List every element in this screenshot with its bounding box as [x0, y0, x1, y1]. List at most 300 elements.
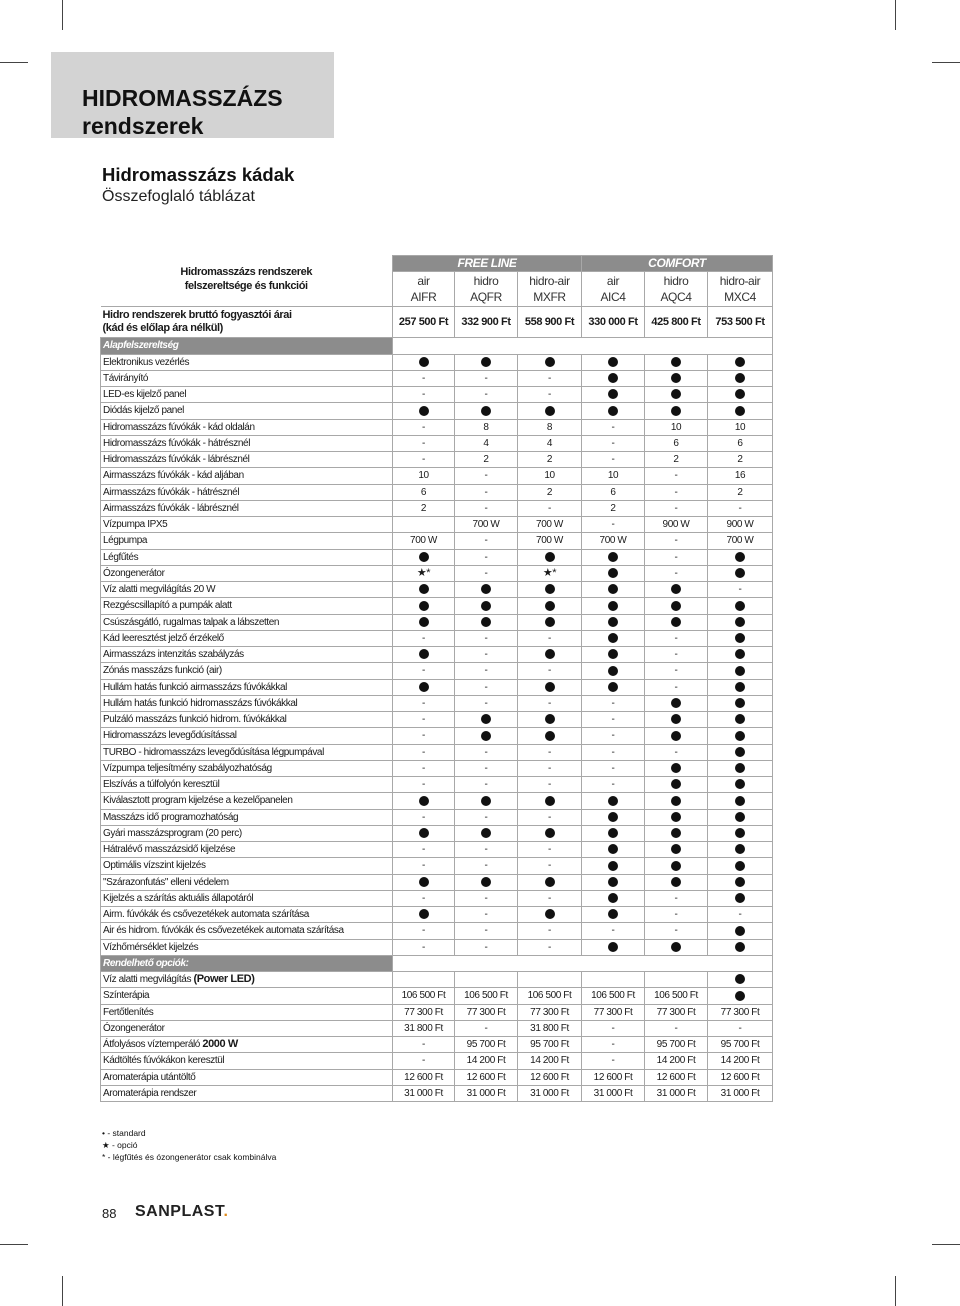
standard-dot-icon [735, 844, 745, 854]
table-row [101, 533, 773, 549]
standard-dot-icon [735, 731, 745, 741]
standard-dot-icon [735, 828, 745, 838]
table-cell: - [455, 939, 518, 955]
row-label: Optimális vízszint kijelzés [101, 858, 393, 874]
table-cell [393, 517, 455, 533]
option-row [101, 1037, 773, 1053]
table-cell: 700 W [518, 533, 582, 549]
standard-dot-icon [608, 357, 618, 367]
table-cell [708, 549, 773, 565]
standard-dot-icon [671, 373, 681, 383]
table-cell: 12 600 Ft [708, 1069, 773, 1085]
standard-dot-icon [735, 893, 745, 903]
table-cell: 900 W [708, 517, 773, 533]
table-cell [708, 825, 773, 841]
table-cell: 77 300 Ft [518, 1004, 582, 1020]
row-label: Airmasszázs fúvókák - lábrésznél [101, 500, 393, 516]
standard-dot-icon [671, 796, 681, 806]
table-cell [455, 728, 518, 744]
crop-mark [932, 1244, 960, 1245]
section-options-row [101, 955, 773, 971]
table-cell [708, 598, 773, 614]
table-cell: 77 300 Ft [708, 1004, 773, 1020]
standard-dot-icon [419, 877, 429, 887]
table-cell [708, 777, 773, 793]
standard-dot-icon [671, 389, 681, 399]
chapter-title: HIDROMASSZÁZS rendszerek [82, 85, 283, 139]
table-cell [708, 354, 773, 370]
standard-dot-icon [608, 649, 618, 659]
table-cell: 77 300 Ft [645, 1004, 708, 1020]
table-cell: - [455, 923, 518, 939]
standard-dot-icon [608, 682, 618, 692]
table-cell: 31 000 Ft [645, 1085, 708, 1101]
model-type: air [417, 274, 430, 289]
row-label: Vízpumpa teljesítmény szabályozhatóság [101, 760, 393, 776]
table-cell [645, 403, 708, 419]
table-cell: - [582, 517, 645, 533]
table-cell: - [455, 468, 518, 484]
table-cell: 12 600 Ft [518, 1069, 582, 1085]
table-row [101, 728, 773, 744]
option-row [101, 972, 773, 988]
row-label: Vízhőmérséklet kijelzés [101, 939, 393, 955]
table-row [101, 452, 773, 468]
table-cell [645, 777, 708, 793]
table-cell: - [645, 923, 708, 939]
legend-option: ★ - opció [102, 1140, 138, 1150]
standard-dot-icon [671, 812, 681, 822]
standard-dot-icon [608, 633, 618, 643]
standard-dot-icon [608, 552, 618, 562]
table-cell: - [518, 744, 582, 760]
table-cell: - [645, 1020, 708, 1036]
option-star-icon: ★* [416, 566, 431, 579]
standard-dot-icon [545, 617, 555, 627]
table-cell: - [708, 1020, 773, 1036]
standard-dot-icon [545, 552, 555, 562]
standard-dot-icon [481, 796, 491, 806]
table-cell: - [645, 533, 708, 549]
table-cell: 95 700 Ft [518, 1037, 582, 1053]
standard-dot-icon [545, 601, 555, 611]
row-label: Hullám hatás funkció airmasszázs fúvókákkal [101, 679, 393, 695]
standard-dot-icon [608, 796, 618, 806]
model-header [645, 272, 708, 307]
table-cell: - [518, 890, 582, 906]
table-cell: 31 000 Ft [393, 1085, 455, 1101]
table-cell: - [455, 842, 518, 858]
table-cell [393, 907, 455, 923]
table-cell [708, 614, 773, 630]
row-label: Diódás kijelző panel [101, 403, 393, 419]
crop-mark [0, 62, 28, 63]
standard-dot-icon [735, 633, 745, 643]
option-label-text: Kádtöltés fúvókákon keresztül [103, 1055, 225, 1067]
table-cell [582, 354, 645, 370]
table-cell [518, 598, 582, 614]
table-cell [645, 858, 708, 874]
standard-dot-icon [419, 601, 429, 611]
table-cell [518, 614, 582, 630]
model-code: AQFR [470, 290, 502, 305]
table-cell: - [393, 744, 455, 760]
table-cell: - [393, 728, 455, 744]
standard-dot-icon [735, 666, 745, 676]
option-row [101, 1085, 773, 1101]
crop-mark [62, 0, 63, 30]
table-cell: - [455, 1020, 518, 1036]
table-cell [455, 614, 518, 630]
table-cell: - [393, 419, 455, 435]
table-cell [455, 598, 518, 614]
section-title: Hidromasszázs kádak [102, 164, 295, 185]
row-label: LED-es kijelző panel [101, 387, 393, 403]
table-cell [582, 679, 645, 695]
summary-table [100, 255, 773, 1102]
row-label: Airmasszázs fúvókák - hátrésznél [101, 484, 393, 500]
table-cell: 106 500 Ft [518, 988, 582, 1004]
table-cell: - [582, 760, 645, 776]
table-row [101, 923, 773, 939]
table-cell [582, 387, 645, 403]
standard-dot-icon [735, 601, 745, 611]
table-cell: 700 W [582, 533, 645, 549]
table-cell [708, 370, 773, 386]
table-cell [455, 582, 518, 598]
table-cell [645, 793, 708, 809]
group-comfort: COMFORT [582, 256, 773, 272]
standard-dot-icon [545, 584, 555, 594]
row-label: Légpumpa [101, 533, 393, 549]
table-cell: 106 500 Ft [582, 988, 645, 1004]
table-cell [582, 549, 645, 565]
standard-dot-icon [608, 877, 618, 887]
table-cell [393, 972, 455, 988]
option-label-bold: 2000 W [202, 1038, 238, 1051]
table-cell [708, 874, 773, 890]
row-label: Elektronikus vezérlés [101, 354, 393, 370]
table-cell: 6 [582, 484, 645, 500]
table-cell: 2 [455, 452, 518, 468]
row-label: Távirányító [101, 370, 393, 386]
table-cell: 14 200 Ft [518, 1053, 582, 1069]
row-label: Ózongenerátor [101, 565, 393, 581]
table-cell [582, 630, 645, 646]
table-cell [645, 582, 708, 598]
table-cell: - [582, 1020, 645, 1036]
table-cell: 31 800 Ft [393, 1020, 455, 1036]
table-cell [455, 712, 518, 728]
standard-dot-icon [735, 991, 745, 1001]
option-row [101, 1020, 773, 1036]
standard-dot-icon [608, 584, 618, 594]
table-cell: - [518, 760, 582, 776]
table-cell: 2 [582, 500, 645, 516]
table-cell [393, 825, 455, 841]
table-cell: - [393, 890, 455, 906]
standard-dot-icon [735, 682, 745, 692]
standard-dot-icon [671, 731, 681, 741]
standard-dot-icon [419, 796, 429, 806]
table-cell [518, 907, 582, 923]
standard-dot-icon [481, 828, 491, 838]
table-cell [455, 972, 518, 988]
row-label: Hidromasszázs fúvókák - lábrésznél [101, 452, 393, 468]
row-label: Hullám hatás funkció hidromasszázs fúvókákkal [101, 695, 393, 711]
price-cell: 558 900 Ft [518, 307, 582, 338]
table-cell [393, 598, 455, 614]
table-cell: 106 500 Ft [393, 988, 455, 1004]
table-cell [582, 565, 645, 581]
standard-dot-icon [735, 698, 745, 708]
row-label: Hidromasszázs fúvókák - kád oldalán [101, 419, 393, 435]
table-cell: - [518, 923, 582, 939]
table-cell: - [518, 663, 582, 679]
table-cell: - [582, 1037, 645, 1053]
row-label: Masszázs idő programozhatóság [101, 809, 393, 825]
table-cell [582, 939, 645, 955]
table-row [101, 939, 773, 955]
table-cell: - [645, 744, 708, 760]
table-cell: - [455, 695, 518, 711]
table-cell [645, 939, 708, 955]
table-cell [708, 842, 773, 858]
table-cell: 4 [518, 435, 582, 451]
standard-dot-icon [671, 601, 681, 611]
table-cell: - [455, 484, 518, 500]
table-cell: - [645, 565, 708, 581]
section-subtitle: Összefoglaló táblázat [102, 188, 255, 205]
table-cell: - [393, 923, 455, 939]
table-cell: - [645, 468, 708, 484]
table-cell [708, 679, 773, 695]
option-label-text: Víz alatti megvilágítás [103, 974, 192, 986]
table-cell [582, 825, 645, 841]
standard-dot-icon [419, 584, 429, 594]
table-row [101, 663, 773, 679]
table-cell [645, 712, 708, 728]
model-header [455, 272, 518, 307]
row-label: Hidromasszázs levegődúsítással [101, 728, 393, 744]
page-number: 88 [102, 1206, 117, 1221]
table-cell: 12 600 Ft [582, 1069, 645, 1085]
model-code: AQC4 [660, 290, 692, 305]
table-cell: 6 [645, 435, 708, 451]
table-cell: - [455, 663, 518, 679]
table-cell [393, 582, 455, 598]
table-cell: - [582, 777, 645, 793]
table-cell [393, 647, 455, 663]
table-cell [518, 679, 582, 695]
table-row [101, 598, 773, 614]
table-cell [518, 712, 582, 728]
table-cell: - [455, 777, 518, 793]
table-cell: 700 W [393, 533, 455, 549]
table-cell [582, 582, 645, 598]
standard-dot-icon [608, 909, 618, 919]
row-label: Elszívás a túlfolyón keresztül [101, 777, 393, 793]
table-cell: - [708, 500, 773, 516]
standard-dot-icon [735, 942, 745, 952]
table-cell: - [582, 744, 645, 760]
table-row [101, 712, 773, 728]
table-row [101, 549, 773, 565]
table-row [101, 582, 773, 598]
table-cell: 2 [708, 452, 773, 468]
table-cell [708, 858, 773, 874]
table-cell: - [518, 695, 582, 711]
table-cell [645, 370, 708, 386]
table-cell [645, 972, 708, 988]
table-row [101, 695, 773, 711]
table-cell: - [393, 712, 455, 728]
table-cell [455, 354, 518, 370]
table-cell: - [708, 582, 773, 598]
table-row [101, 907, 773, 923]
row-label: Kijelzés a szárítás aktuális állapotáról [101, 890, 393, 906]
table-cell: 95 700 Ft [455, 1037, 518, 1053]
standard-dot-icon [419, 357, 429, 367]
standard-dot-icon [671, 861, 681, 871]
table-cell [708, 988, 773, 1004]
table-cell: - [393, 1053, 455, 1069]
standard-dot-icon [671, 763, 681, 773]
table-row [101, 517, 773, 533]
standard-dot-icon [735, 357, 745, 367]
standard-dot-icon [735, 974, 745, 984]
table-cell: - [518, 387, 582, 403]
table-cell [645, 760, 708, 776]
row-label: Pulzáló masszázs funkció hidrom. fúvókákkal [101, 712, 393, 728]
table-cell [393, 614, 455, 630]
table-row [101, 403, 773, 419]
table-cell: - [518, 370, 582, 386]
table-cell [582, 403, 645, 419]
table-cell: - [645, 484, 708, 500]
option-label [101, 1020, 393, 1036]
model-type: hidro-air [529, 274, 570, 289]
row-label: Airmasszázs intenzitás szabályzás [101, 647, 393, 663]
standard-dot-icon [608, 844, 618, 854]
table-cell: 95 700 Ft [708, 1037, 773, 1053]
table-cell: - [455, 858, 518, 874]
model-code: MXFR [533, 290, 566, 305]
option-label [101, 1004, 393, 1020]
legend-combined: * - légfűtés és ózongenerátor csak kombinálva [102, 1152, 277, 1162]
table-cell: 14 200 Ft [455, 1053, 518, 1069]
table-cell: 8 [455, 419, 518, 435]
model-header [393, 272, 455, 307]
table-cell: - [455, 760, 518, 776]
price-cell: 753 500 Ft [708, 307, 773, 338]
table-cell: 2 [708, 484, 773, 500]
standard-dot-icon [419, 552, 429, 562]
table-cell: - [708, 907, 773, 923]
standard-dot-icon [671, 828, 681, 838]
table-cell [518, 825, 582, 841]
crop-mark [895, 0, 896, 30]
table-row [101, 809, 773, 825]
standard-dot-icon [735, 926, 745, 936]
row-label: Kiválasztott program kijelzése a kezelőpanelen [101, 793, 393, 809]
table-cell: - [455, 744, 518, 760]
table-row [101, 565, 773, 581]
standard-dot-icon [545, 682, 555, 692]
table-cell: - [645, 500, 708, 516]
table-cell: 31 000 Ft [708, 1085, 773, 1101]
row-label: Légfűtés [101, 549, 393, 565]
option-label-text: Színterápia [103, 990, 150, 1002]
option-label [101, 1037, 393, 1053]
table-cell: - [645, 647, 708, 663]
table-cell: 77 300 Ft [582, 1004, 645, 1020]
table-cell: - [455, 679, 518, 695]
table-cell: - [582, 728, 645, 744]
table-cell: 2 [393, 500, 455, 516]
table-cell: 16 [708, 468, 773, 484]
table-cell [708, 647, 773, 663]
table-cell [582, 809, 645, 825]
table-cell: 31 800 Ft [518, 1020, 582, 1036]
chapter-header [51, 52, 334, 138]
standard-dot-icon [735, 568, 745, 578]
standard-dot-icon [671, 357, 681, 367]
standard-dot-icon [608, 828, 618, 838]
standard-dot-icon [608, 389, 618, 399]
table-row [101, 354, 773, 370]
table-cell [645, 695, 708, 711]
table-row [101, 793, 773, 809]
table-cell [518, 403, 582, 419]
table-row [101, 679, 773, 695]
table-cell [645, 598, 708, 614]
table-cell [582, 370, 645, 386]
standard-dot-icon [671, 714, 681, 724]
table-row [101, 484, 773, 500]
table-cell [708, 760, 773, 776]
standard-dot-icon [671, 877, 681, 887]
brand-logo: SANPLAST. [135, 1203, 229, 1220]
table-cell [645, 728, 708, 744]
table-cell [518, 874, 582, 890]
standard-dot-icon [735, 406, 745, 416]
table-cell [582, 874, 645, 890]
section-standard-label: Alapfelszereltség [101, 338, 393, 354]
standard-dot-icon [419, 649, 429, 659]
option-row [101, 1069, 773, 1085]
table-cell: - [645, 679, 708, 695]
standard-dot-icon [545, 649, 555, 659]
table-cell: - [582, 695, 645, 711]
standard-dot-icon [608, 601, 618, 611]
table-cell: - [455, 565, 518, 581]
table-cell [393, 565, 455, 581]
table-cell: - [455, 549, 518, 565]
option-star-icon: ★* [542, 566, 557, 579]
table-cell [582, 663, 645, 679]
standard-dot-icon [735, 812, 745, 822]
table-row [101, 419, 773, 435]
table-cell: - [455, 890, 518, 906]
table-row [101, 874, 773, 890]
table-cell: 77 300 Ft [455, 1004, 518, 1020]
table-cell: - [582, 452, 645, 468]
table-row [101, 858, 773, 874]
option-row [101, 988, 773, 1004]
table-cell: 12 600 Ft [393, 1069, 455, 1085]
table-cell [455, 793, 518, 809]
